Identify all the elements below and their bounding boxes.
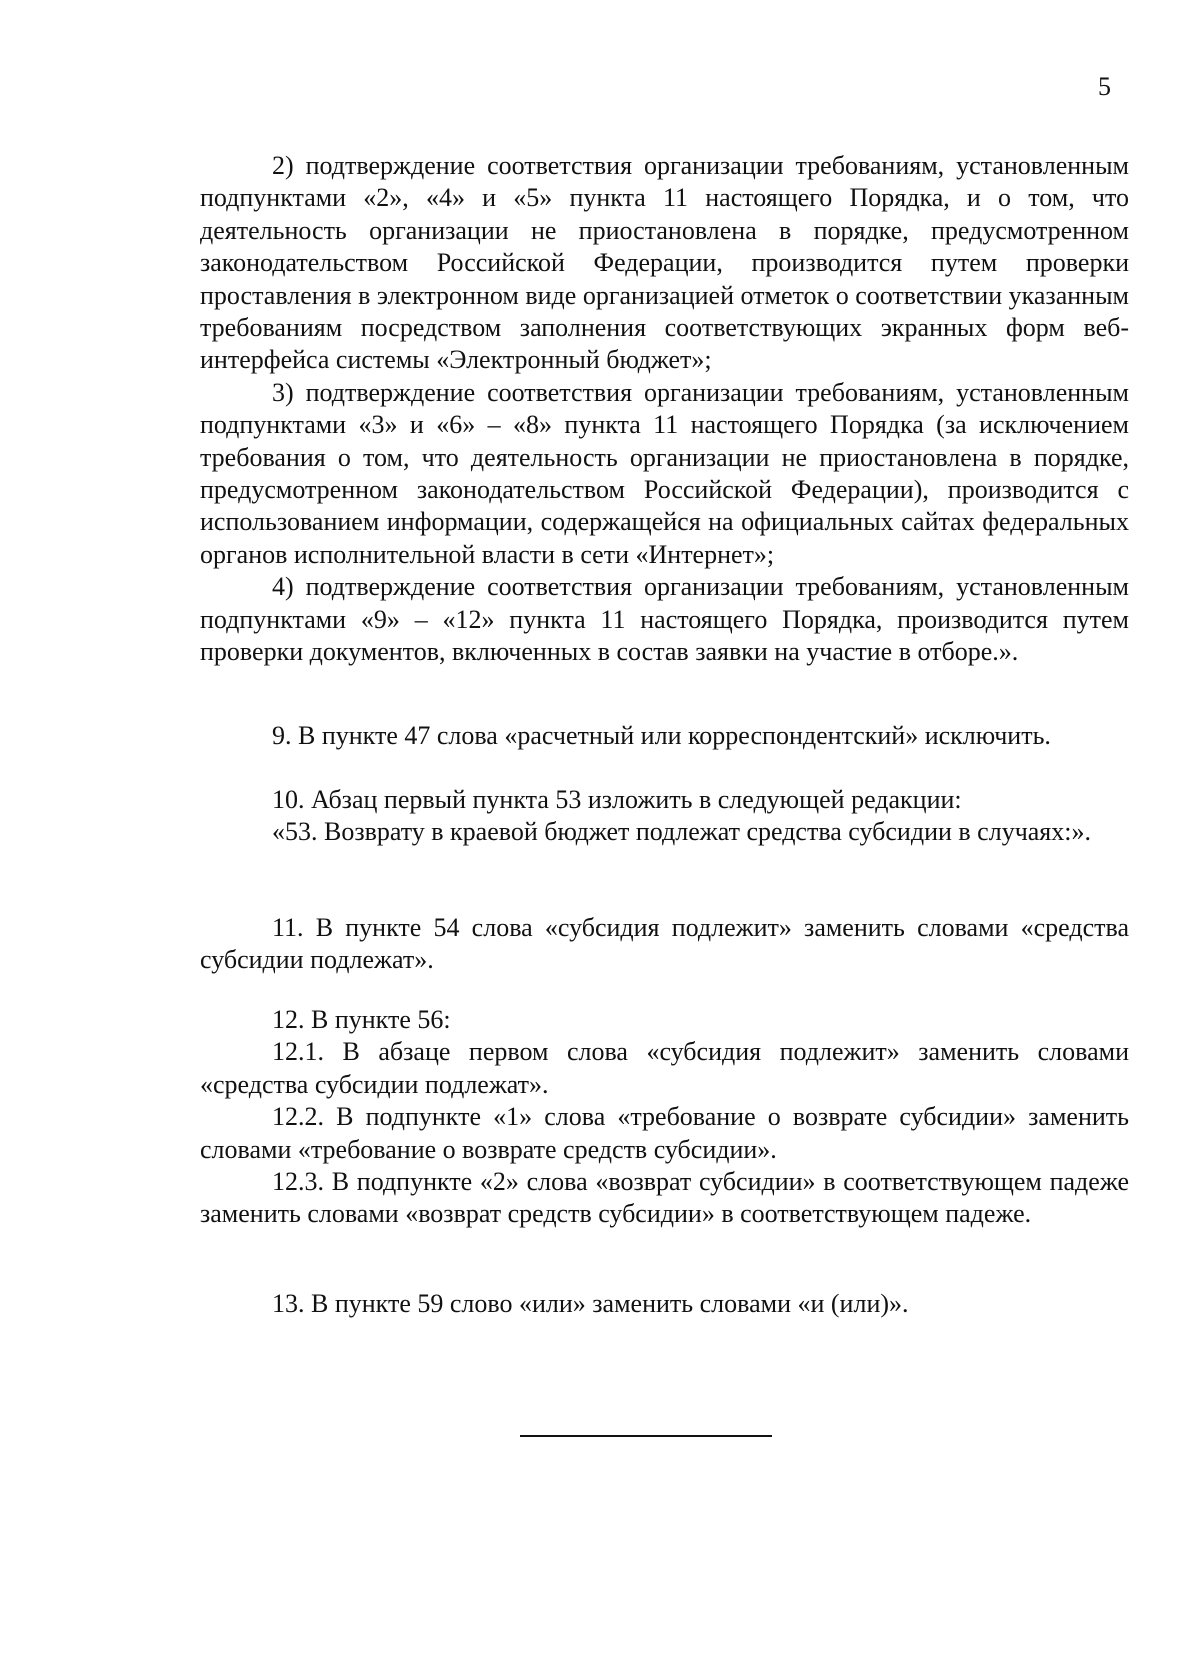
item-11-block [200,912,1129,977]
item-13-block [200,1288,1129,1320]
paragraph-item-12: 12. В пункте 56: [272,1005,451,1034]
paragraph-item-9: 9. В пункте 47 слова «расчетный или корреспондентский» исключить. [272,721,1051,750]
item-12-block [200,1004,1129,1231]
page-number: 5 [1098,72,1111,101]
item-10-block [200,784,1129,849]
paragraph-subitem-3: 3) подтверждение соответствия организации требованиям, установленным подпунктами «3» и «6» – «8» пункта 11 настоящего Порядка (за исключением требования о том, что деятельность организации не приостановлена в порядке, предусмотренном законодательством Российской Федерации), производится с использованием информации, содержащейся на официальных сайтах федеральных органов исполнительной власти в сети «Интернет»; [200,377,1129,569]
paragraph-subitem-2: 2) подтверждение соответствия организации требованиям, установленным подпунктами «2», «4» и «5» пункта 11 настоящего Порядка, и о том, что деятельность организации не приостановлена в порядке, предусмотренном законодательством Российской Федерации, производится путем проверки проставления в электронном виде организацией отметок о соответствии указанным требованиям посредством заполнения соответствующих экранных форм веб-интерфейса системы «Электронный бюджет»; [200,151,1129,375]
paragraph-item-10-quote: «53. Возврату в краевой бюджет подлежат средства субсидии в случаях:». [272,817,1091,847]
paragraph-item-12-2: 12.2. В подпункте «1» слова «требование о возврате субсидии» заменить словами «требование о возврате средств субсидии». [200,1102,1129,1164]
paragraph-item-12-1: 12.1. В абзаце первом слова «субсидия подлежит» заменить словами «средства субсидии подлежат». [200,1037,1129,1099]
paragraph-item-11: 11. В пункте 54 слова «субсидия подлежит» заменить словами «средства субсидии подлежат». [200,913,1129,975]
end-separator-line [520,1435,772,1437]
paragraph-item-13: 13. В пункте 59 слово «или» заменить словами «и (или)». [272,1289,909,1318]
paragraph-item-10: 10. Абзац первый пункта 53 изложить в следующей редакции: [272,785,962,814]
item-9-block [200,720,1129,752]
subitems-block [200,150,1129,669]
paragraph-item-12-3: 12.3. В подпункте «2» слова «возврат субсидии» в соответствующем падеже заменить словами «возврат средств субсидии» в соответствующем падеже. [200,1167,1129,1229]
paragraph-subitem-4: 4) подтверждение соответствия организации требованиям, установленным подпунктами «9» – «12» пункта 11 настоящего Порядка, производится путем проверки документов, включенных в состав заявки на участие в отборе.». [200,572,1129,667]
